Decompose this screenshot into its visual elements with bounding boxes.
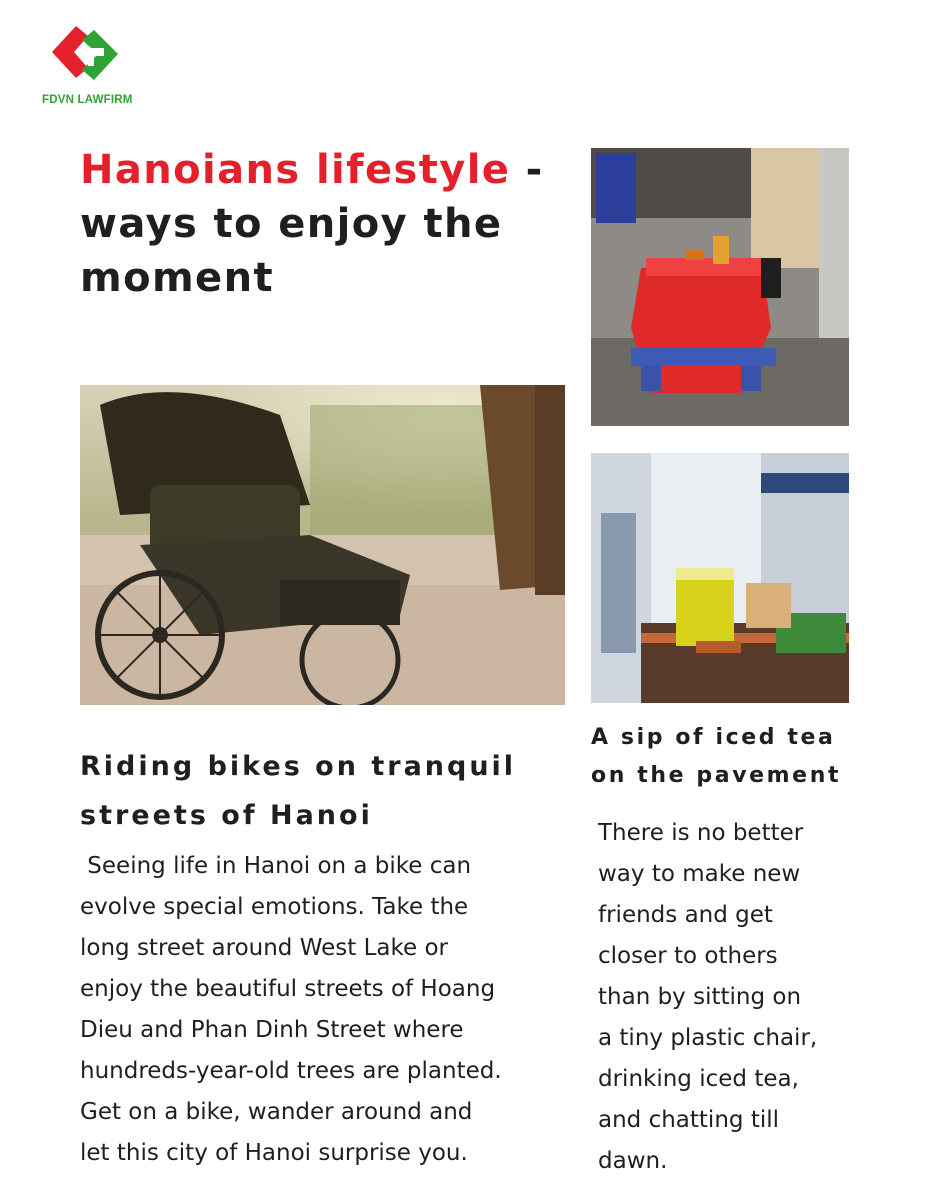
body-line: hundreds-year-old trees are planted. bbox=[80, 1058, 502, 1084]
body-line: friends and get bbox=[598, 902, 773, 928]
brand-logo bbox=[42, 22, 133, 112]
body-line: Get on a bike, wander around and bbox=[80, 1099, 473, 1125]
title-highlight: Hanoians lifestyle bbox=[80, 147, 511, 193]
heading-line: on the pavement bbox=[591, 763, 842, 788]
title-rest: - ways to enjoy the moment bbox=[80, 147, 544, 301]
body-line: Seeing life in Hanoi on a bike can bbox=[80, 853, 472, 879]
section-body-tea bbox=[598, 813, 868, 1182]
body-line: evolve special emotions. Take the bbox=[80, 894, 469, 920]
body-line: let this city of Hanoi surprise you. bbox=[80, 1140, 468, 1166]
body-line: dawn. bbox=[598, 1148, 668, 1174]
body-line: and chatting till bbox=[598, 1107, 780, 1133]
section-body-bikes bbox=[80, 846, 575, 1174]
heading-line: Riding bikes on tranquil bbox=[80, 751, 517, 782]
body-line: way to make new bbox=[598, 861, 801, 887]
body-line: closer to others bbox=[598, 943, 778, 969]
iced-tea-photo bbox=[591, 453, 849, 703]
cyclo-photo bbox=[80, 385, 565, 705]
heading-line: streets of Hanoi bbox=[80, 800, 373, 831]
body-line: enjoy the beautiful streets of Hoang bbox=[80, 976, 496, 1002]
heading-line: A sip of iced tea bbox=[591, 725, 836, 750]
brand-name: FDVN LAWFIRM bbox=[42, 94, 133, 106]
body-line: than by sitting on bbox=[598, 984, 802, 1010]
body-line: drinking iced tea, bbox=[598, 1066, 799, 1092]
section-heading-bikes bbox=[80, 742, 560, 840]
body-line: Dieu and Phan Dinh Street where bbox=[80, 1017, 464, 1043]
page-title bbox=[80, 143, 550, 305]
section-heading-tea bbox=[591, 719, 891, 795]
brand-logo-mark bbox=[48, 22, 120, 88]
body-line: a tiny plastic chair, bbox=[598, 1025, 818, 1051]
body-line: There is no better bbox=[598, 820, 804, 846]
body-line: long street around West Lake or bbox=[80, 935, 448, 961]
plastic-stool-photo bbox=[591, 148, 849, 426]
